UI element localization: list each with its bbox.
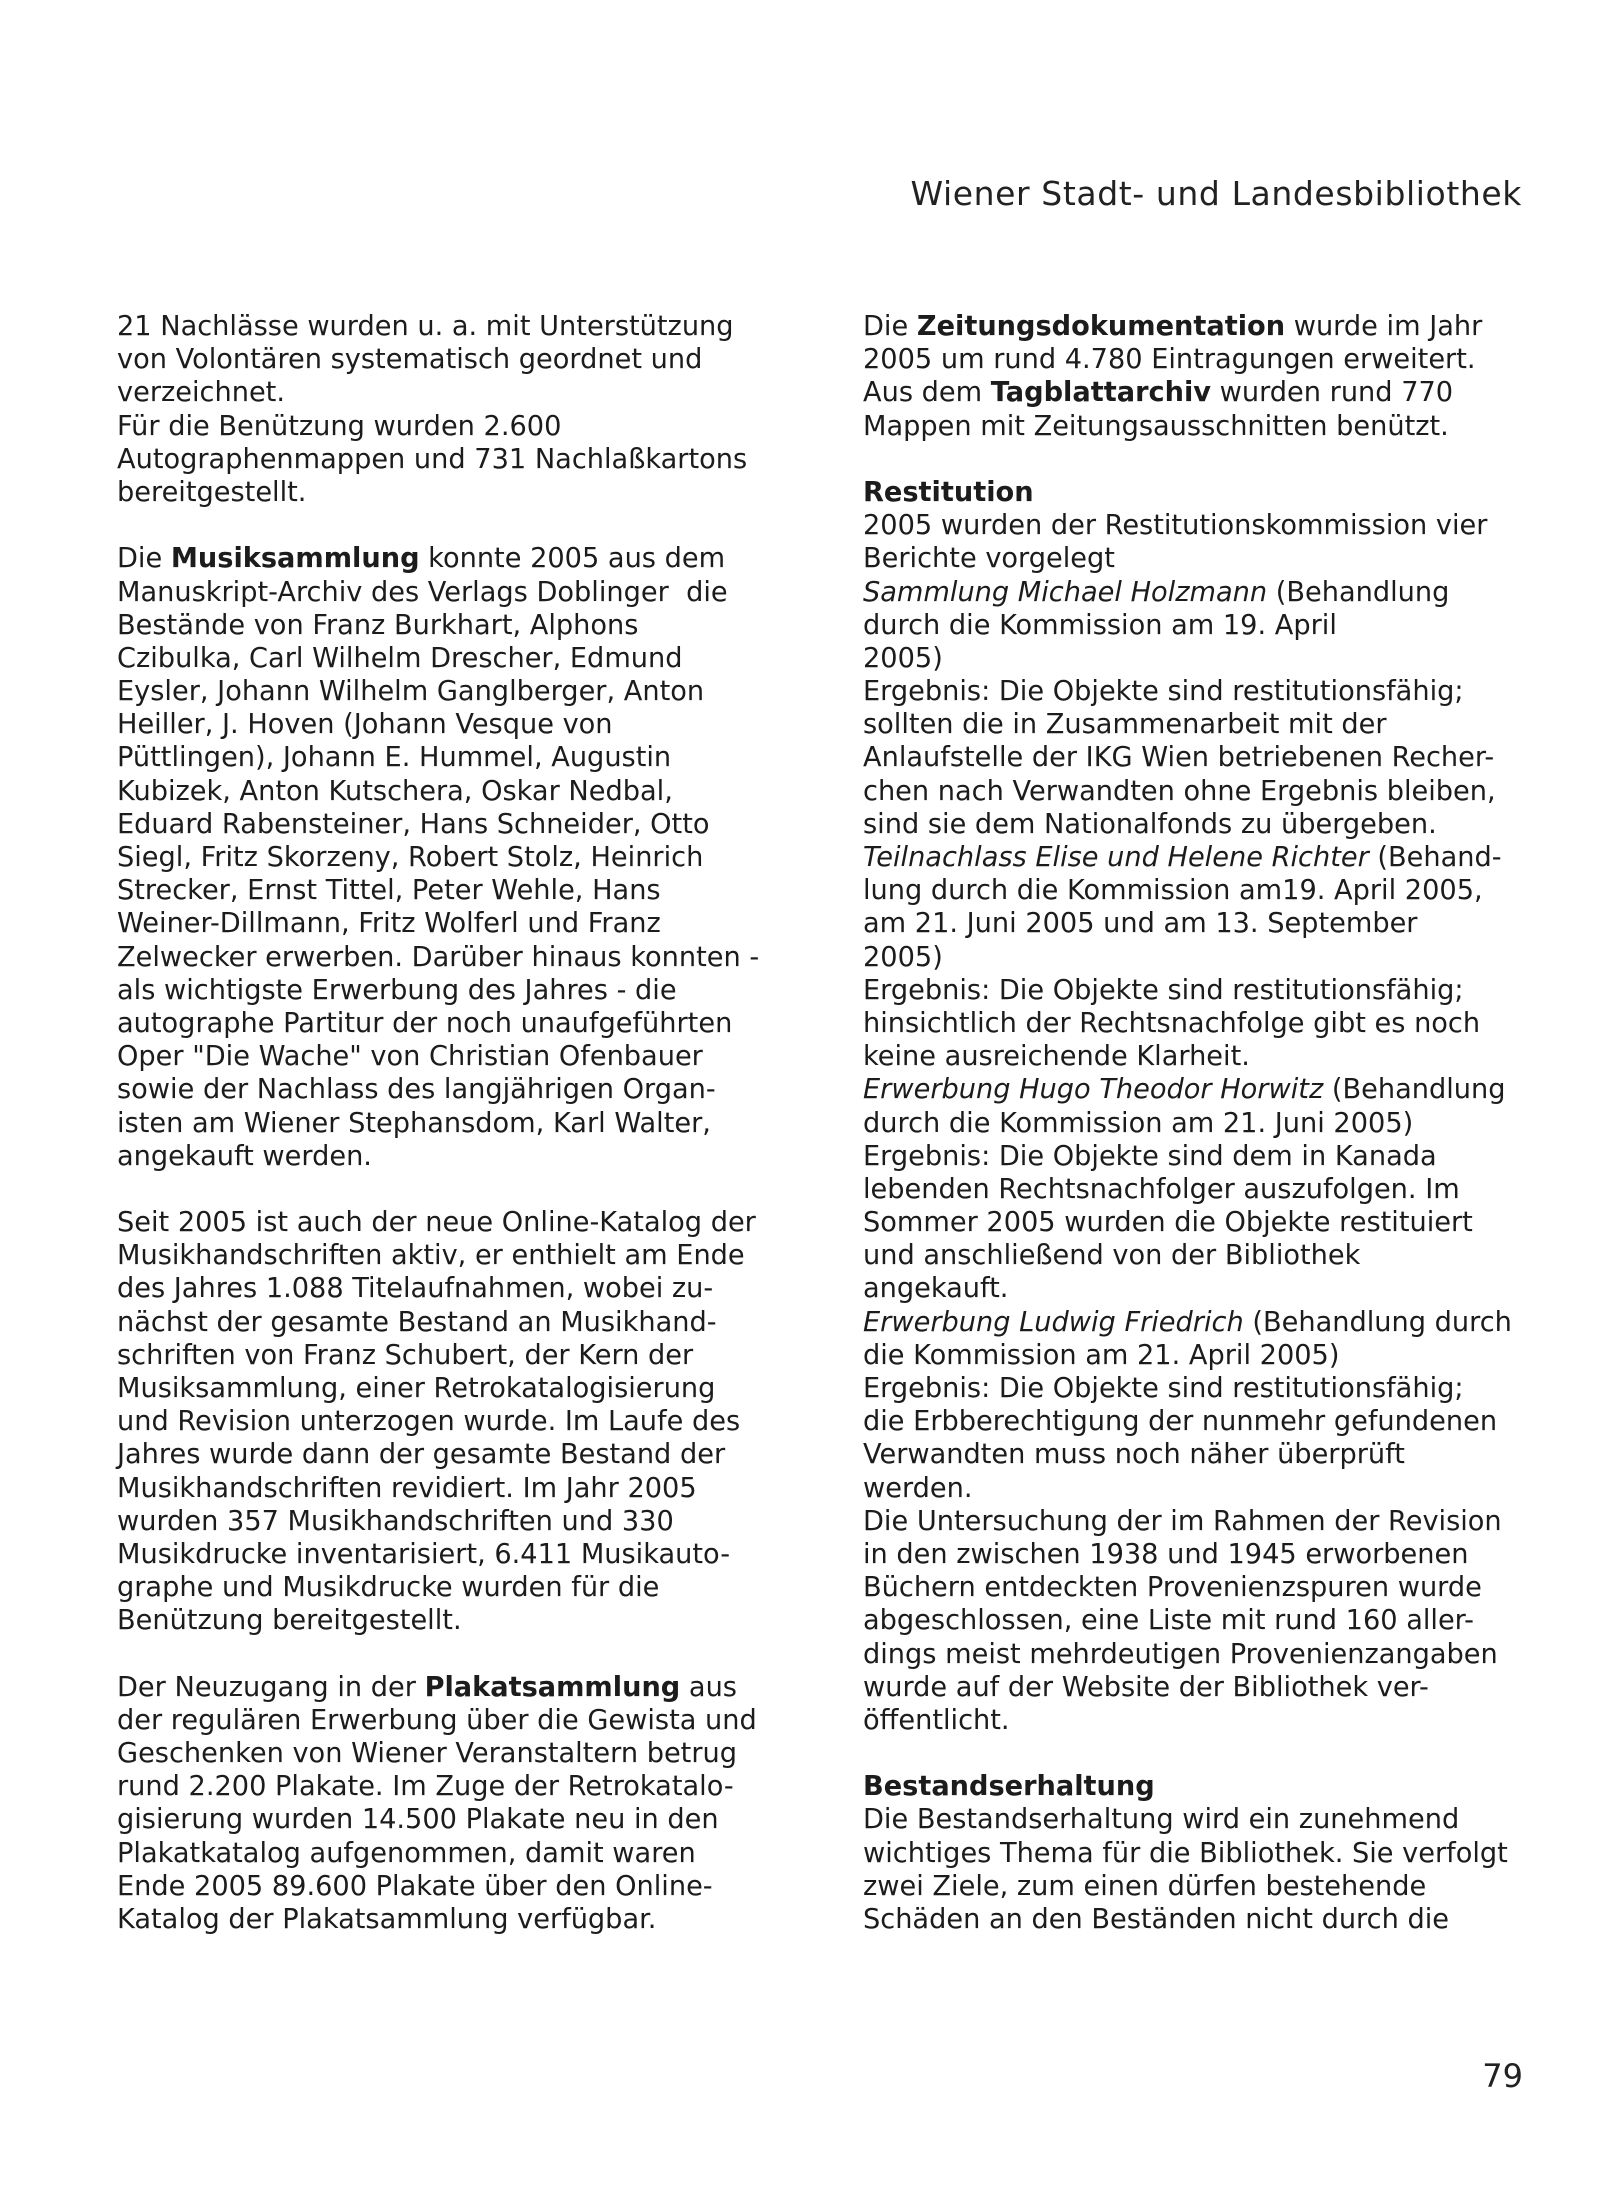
text-run: abgeschlossen, eine Liste mit rund 160 aller- [863,1605,1474,1637]
left-column [117,310,807,1936]
text-run: 2005) [863,642,943,674]
text-line [863,642,1553,675]
text-run: durch die Kommission am 21. Juni 2005) [863,1107,1414,1139]
text-line [863,576,1553,609]
text-run: am 21. Juni 2005 und am 13. September [863,908,1418,940]
text-run: Die Untersuchung der im Rahmen der Revision [863,1505,1502,1537]
text-run: Seit 2005 ist auch der neue Online-Katalog der [117,1207,756,1239]
text-run: sowie der Nachlass des langjährigen Organ- [117,1074,716,1106]
text-line [863,1671,1553,1704]
text-line [117,1107,807,1140]
text-run: Weiner-Dillmann, Fritz Wolferl und Franz [117,908,661,940]
text-line [863,1073,1553,1106]
text-line [117,1803,807,1836]
text-run: Die Bestandserhaltung wird ein zunehmend [863,1804,1460,1836]
text-run: Ende 2005 89.600 Plakate über den Online- [117,1870,713,1902]
right-column [863,310,1553,1936]
text-line [117,708,807,741]
text-run: Die [863,311,917,342]
text-run: und anschließend von der Bibliothek [863,1240,1361,1272]
text-line [863,1903,1553,1936]
text-line [117,907,807,940]
text-run: Plakatkatalog aufgenommen, damit waren [117,1837,696,1869]
text-run: Büchern entdeckten Provenienzspuren wurde [863,1572,1482,1604]
text-line [117,1770,807,1803]
text-run: graphe und Musikdrucke wurden für die [117,1572,660,1604]
text-run: öffentlicht. [863,1704,1010,1736]
text-line [117,1206,807,1239]
text-line [863,1803,1553,1836]
text-line [117,343,807,376]
text-line [117,1007,807,1040]
text-line [863,1438,1553,1471]
text-run: chen nach Verwandten ohne Ergebnis bleiben, [863,775,1496,807]
text-line [117,1472,807,1505]
text-line [117,1438,807,1471]
text-run: werden. [863,1472,973,1504]
text-run: Geschenken von Wiener Veranstaltern betrug [117,1738,738,1770]
text-run: nächst der gesamte Bestand an Musikhand- [117,1306,717,1338]
text-run: Siegl, Fritz Skorzeny, Robert Stolz, Heinrich [117,842,704,873]
text-line [117,443,807,476]
paragraph-gap [863,1737,1553,1770]
text-line [863,775,1553,808]
paragraph-gap [117,1638,807,1671]
text-run: wurden rund 770 [1210,377,1454,409]
text-run: angekauft. [863,1273,1009,1305]
text-line [863,476,1553,509]
text-line [117,310,807,343]
text-line [863,808,1553,841]
text-line [863,675,1553,708]
text-run: Anlaufstelle der IKG Wien betriebenen Recher- [863,742,1495,774]
bold-term: Tagblattarchiv [990,377,1211,409]
text-run: Musikhandschriften aktiv, er enthielt am Ende [117,1240,745,1272]
text-line [863,1837,1553,1870]
text-run: Für die Benützung wurden 2.600 [117,410,562,442]
text-line [863,974,1553,1007]
text-run: als wichtigste Erwerbung des Jahres - die [117,974,677,1006]
text-run: isten am Wiener Stephansdom, Karl Walter, [117,1107,711,1139]
text-line [117,1737,807,1770]
text-run: wurde im Jahr [1285,311,1483,342]
text-line [863,1372,1553,1405]
text-run: Manuskript-Archiv des Verlags Doblinger die [117,576,728,608]
text-run: sollten die in Zusammenarbeit mit der [863,709,1387,741]
text-line [863,1107,1553,1140]
text-run: rund 2.200 Plakate. Im Zuge der Retrokatalo- [117,1771,734,1803]
text-line [117,1339,807,1372]
text-run: die Kommission am 21. April 2005) [863,1339,1340,1371]
text-line [863,1040,1553,1073]
text-line [117,376,807,409]
text-run: (Behandlung durch [1243,1306,1512,1338]
text-run: Autographenmappen und 731 Nachlaßkartons [117,443,748,475]
text-run: Berichte vorgelegt [863,543,1115,575]
text-line [117,675,807,708]
text-run: Ergebnis: Die Objekte sind restitutionsfähig; [863,974,1464,1006]
text-line [117,609,807,642]
text-run: in den zwischen 1938 und 1945 erworbenen [863,1538,1469,1570]
text-run: Die [117,543,171,575]
text-run: Ergebnis: Die Objekte sind restitutionsfähig; [863,1373,1464,1404]
text-run: Schäden an den Beständen nicht durch die [863,1904,1449,1935]
text-line [863,1239,1553,1272]
text-line [863,907,1553,940]
text-line [863,1505,1553,1538]
text-run: (Behand- [1368,842,1502,873]
text-run: Oper "Die Wache" von Christian Ofenbauer [117,1041,703,1073]
bold-term: Musiksammlung [170,543,420,575]
text-line [117,1870,807,1903]
text-line [117,841,807,874]
paragraph-gap [117,509,807,542]
paragraph-gap [117,1173,807,1206]
text-run: (Behandlung [1267,576,1450,608]
text-line [863,708,1553,741]
text-line [117,1837,807,1870]
text-run: (Behandlung [1323,1074,1506,1106]
text-run: Musikdrucke inventarisiert, 6.411 Musikauto- [117,1538,731,1570]
text-line [117,741,807,774]
page-number: 79 [1482,2057,1523,2095]
text-run: des Jahres 1.088 Titelaufnahmen, wobei zu- [117,1273,714,1305]
text-line [117,775,807,808]
text-line [117,1239,807,1272]
text-run: Benützung bereitgestellt. [117,1605,462,1637]
text-run: 21 Nachlässe wurden u. a. mit Unterstützung [117,311,734,342]
text-run: konnte 2005 aus dem [419,543,726,575]
text-run: Musiksammlung, einer Retrokatalogisierung [117,1373,716,1404]
text-line [863,1604,1553,1637]
text-run: angekauft werden. [117,1140,372,1172]
text-line [863,1007,1553,1040]
text-run: Ergebnis: Die Objekte sind restitutionsfähig; [863,676,1464,708]
text-run: gisierung wurden 14.500 Plakate neu in den [117,1804,719,1836]
text-run: verzeichnet. [117,377,285,409]
text-line [117,476,807,509]
text-line [863,609,1553,642]
text-line [863,1571,1553,1604]
text-line [117,874,807,907]
text-line [117,1073,807,1106]
text-line [863,1538,1553,1571]
bold-term: Bestandserhaltung [863,1771,1155,1803]
text-line [863,343,1553,376]
text-line [863,410,1553,443]
text-line [117,1372,807,1405]
text-run: Der Neuzugang in der [117,1671,425,1703]
paragraph-gap [863,443,1553,476]
text-line [117,642,807,675]
text-line [863,542,1553,575]
text-line [863,1770,1553,1803]
text-run: keine ausreichende Klarheit. [863,1041,1250,1073]
text-run: hinsichtlich der Rechtsnachfolge gibt es noch [863,1007,1481,1039]
text-run: von Volontären systematisch geordnet und [117,344,703,376]
italic-term: Sammlung Michael Holzmann [863,576,1268,608]
text-line [117,410,807,443]
text-run: Czibulka, Carl Wilhelm Drescher, Edmund [117,642,683,674]
text-line [117,1538,807,1571]
text-line [863,1272,1553,1305]
text-run: wichtiges Thema für die Bibliothek. Sie verfolgt [863,1837,1508,1869]
text-run: und Revision unterzogen wurde. Im Laufe des [117,1406,741,1438]
text-run: lebenden Rechtsnachfolger auszufolgen. Im [863,1173,1460,1205]
text-run: Heiller, J. Hoven (Johann Vesque von [117,709,613,741]
text-run: wurden 357 Musikhandschriften und 330 [117,1505,674,1537]
text-run: Musikhandschriften revidiert. Im Jahr 2005 [117,1472,697,1504]
text-run: Strecker, Ernst Tittel, Peter Wehle, Hans [117,875,661,907]
text-line [863,310,1553,343]
text-run: 2005 wurden der Restitutionskommission vier [863,510,1488,542]
text-line [117,1140,807,1173]
text-line [863,1140,1553,1173]
text-line [117,1903,807,1936]
text-line [863,1472,1553,1505]
bold-term: Zeitungsdokumentation [916,311,1286,342]
text-run: Katalog der Plakatsammlung verfügbar. [117,1904,657,1935]
text-run: autographe Partitur der noch unaufgeführten [117,1007,733,1039]
text-run: 2005) [863,941,943,973]
italic-term: Erwerbung Ludwig Friedrich [863,1306,1244,1338]
text-run: Eysler, Johann Wilhelm Ganglberger, Anton [117,676,705,708]
text-run: zwei Ziele, zum einen dürfen bestehende [863,1870,1427,1902]
bold-term: Restitution [863,476,1034,508]
text-line [863,1704,1553,1737]
text-run: dings meist mehrdeutigen Provenienzangaben [863,1638,1498,1670]
text-line [117,1704,807,1737]
text-line [117,1505,807,1538]
text-run: Kubizek, Anton Kutschera, Oskar Nedbal, [117,775,673,807]
text-line [863,1206,1553,1239]
text-run: aus [680,1671,737,1703]
text-run: Zelwecker erwerben. Darüber hinaus konnten - [117,941,760,973]
text-line [863,509,1553,542]
text-line [863,941,1553,974]
text-run: Jahres wurde dann der gesamte Bestand der [117,1439,726,1471]
text-run: Sommer 2005 wurden die Objekte restituiert [863,1207,1473,1239]
text-line [863,1870,1553,1903]
text-line [863,741,1553,774]
text-line [863,1173,1553,1206]
text-line [863,1339,1553,1372]
text-run: Eduard Rabensteiner, Hans Schneider, Otto [117,808,710,840]
text-line [117,808,807,841]
text-run: schriften von Franz Schubert, der Kern der [117,1339,694,1371]
text-line [863,874,1553,907]
text-line [117,542,807,575]
text-run: 2005 um rund 4.780 Eintragungen erweitert. [863,344,1476,376]
text-run: bereitgestellt. [117,476,307,508]
text-line [863,1405,1553,1438]
text-line [117,1405,807,1438]
text-line [863,1306,1553,1339]
text-run: Verwandten muss noch näher überprüft [863,1439,1405,1471]
text-run: durch die Kommission am 19. April [863,609,1337,641]
text-line [863,1638,1553,1671]
text-run: Bestände von Franz Burkhart, Alphons [117,609,639,641]
text-line [117,1306,807,1339]
text-run: Mappen mit Zeitungsausschnitten benützt. [863,410,1449,442]
text-line [117,1040,807,1073]
text-run: Aus dem [863,377,991,409]
running-header: Wiener Stadt- und Landesbibliothek [910,174,1522,213]
text-line [863,376,1553,409]
text-run: der regulären Erwerbung über die Gewista und [117,1704,757,1736]
text-run: lung durch die Kommission am19. April 2005, [863,875,1483,907]
italic-term: Teilnachlass Elise und Helene Richter [863,842,1369,873]
text-run: die Erbberechtigung der nunmehr gefundenen [863,1406,1498,1438]
text-line [117,1604,807,1637]
text-line [117,941,807,974]
text-line [117,974,807,1007]
text-run: Ergebnis: Die Objekte sind dem in Kanada [863,1140,1437,1172]
text-line [117,1571,807,1604]
text-line [117,576,807,609]
bold-term: Plakatsammlung [424,1671,681,1703]
text-run: wurde auf der Website der Bibliothek ver- [863,1671,1429,1703]
text-run: sind sie dem Nationalfonds zu übergeben. [863,808,1437,840]
text-run: Püttlingen), Johann E. Hummel, Augustin [117,742,672,774]
text-line [117,1671,807,1704]
text-line [117,1272,807,1305]
italic-term: Erwerbung Hugo Theodor Horwitz [863,1074,1324,1106]
text-line [863,841,1553,874]
